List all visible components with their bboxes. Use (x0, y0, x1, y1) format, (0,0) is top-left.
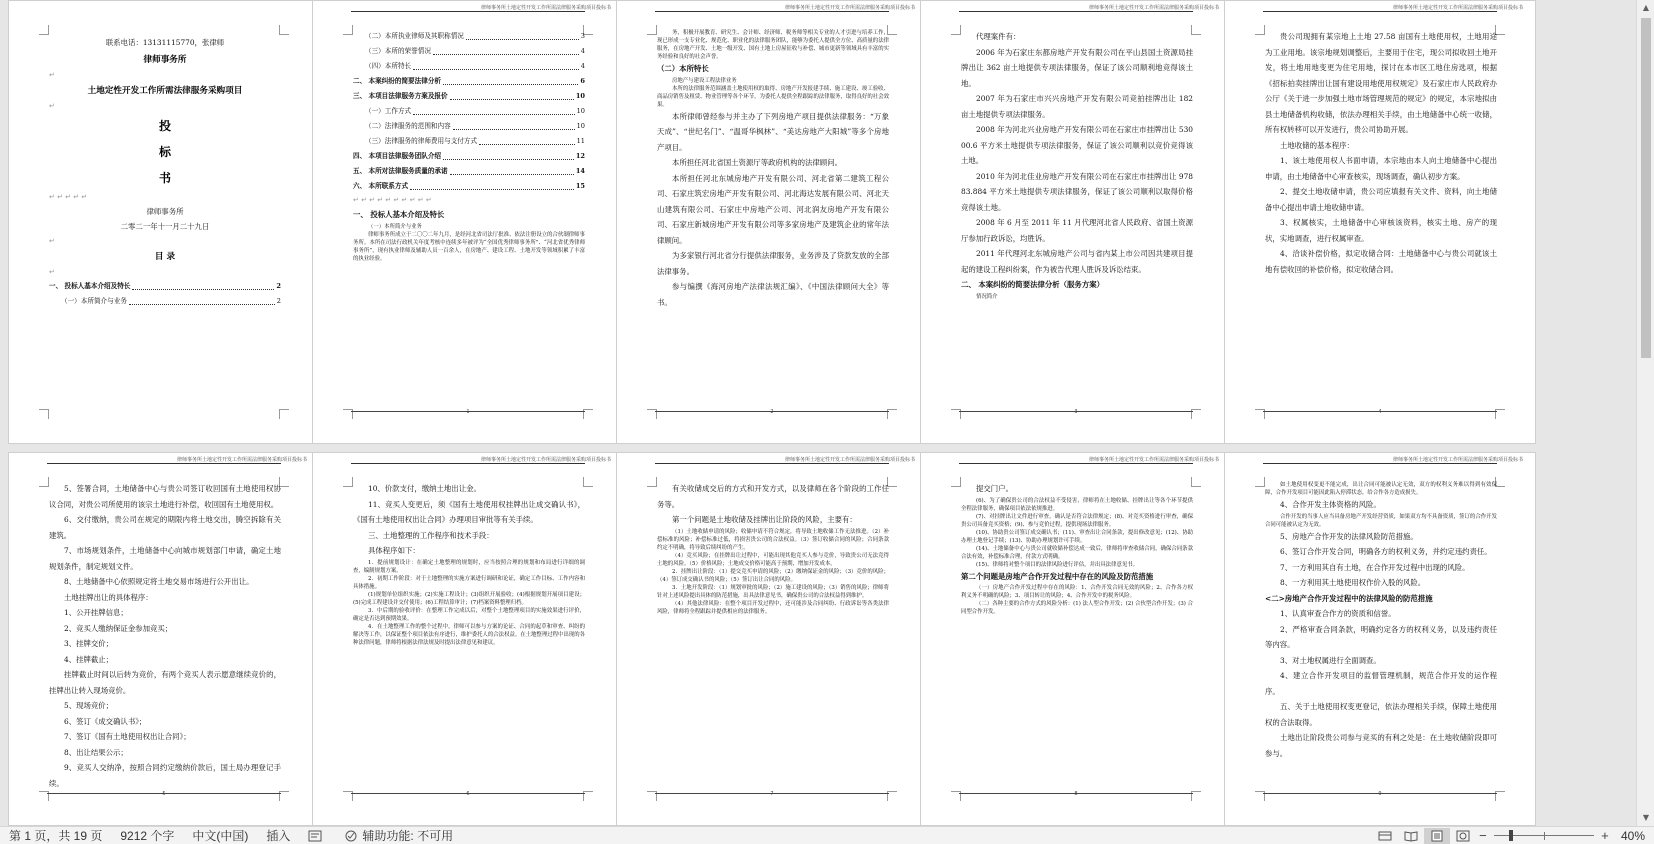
paragraph-mark: ↵ (49, 236, 55, 245)
page-body[interactable] (961, 29, 1193, 409)
toc-page-number: 2 (276, 281, 281, 290)
macro-record-button[interactable] (299, 827, 335, 844)
toc-entry-label: （三）本所的荣誉情况 (365, 47, 431, 55)
cover-heading: 土地定性开发工作所需法律服务采购项目 (87, 85, 243, 96)
page-body[interactable] (353, 29, 585, 409)
toc-entry-label: （二）法律服务的范围和内容 (365, 122, 451, 130)
section-heading: （二）本所特长 (657, 64, 709, 73)
toc-leader-dots (129, 304, 275, 305)
toc-leader-dots (413, 69, 579, 70)
toc-page-number: 11 (576, 137, 585, 145)
cover-title-char: 书 (158, 170, 171, 185)
print-layout-button[interactable] (1424, 828, 1450, 844)
paragraph-mark: ↵ (49, 267, 55, 276)
zoom-out-button[interactable]: − (1479, 828, 1487, 843)
toc-leader-dots (450, 174, 574, 175)
toc-leader-dots (453, 129, 575, 130)
scroll-up-arrow-icon[interactable]: ▲ (1642, 3, 1650, 12)
toc-page-number: 12 (575, 152, 585, 160)
toc-page-number: 15 (575, 182, 585, 190)
body-paragraph: 贵公司现拥有某宗地上土地 27.58 亩国有土地使用权，土地用途为工业用地。该宗地规划调整后，主要用于住宅，现公司拟收回土地开发，将土地用地变更为住宅用地，探讨在本市区工地住房选项，根据《招标拍卖挂牌出让国有建设用地使用权规定》及石家庄市人民政府办公厅《关于进一步加强土地市场管理规范的规定》的规定，本宗地拟由县土地储备机构收储，依法办理相关手续，由土地储备中心统一收储，所有权转移可以开发进行，贵公司协助开展。 (1265, 32, 1497, 134)
header-rule (47, 463, 281, 464)
document-page[interactable] (312, 452, 624, 826)
margin-corner-mark (343, 477, 353, 487)
body-paragraph: 9、竞买人交纳净，按照合同约定缴纳价款后，国土局办理登记手续。 (49, 763, 281, 788)
insert-mode[interactable]: 插入 (266, 829, 291, 843)
body-paragraph: 2008 年 6 月至 2011 年 11 月代理河北省人民政府、省国土资源厅参加行政诉讼，均胜诉。 (961, 218, 1193, 243)
toc-page-number: 2 (276, 296, 281, 305)
document-page[interactable] (920, 0, 1232, 444)
page-number: — 6 — (459, 791, 477, 797)
page-header-text: 律师事务所土地定性开发工作所需法律服务采购项目投标书 (480, 5, 611, 11)
page-body[interactable] (961, 481, 1193, 791)
body-paragraph: 为多家银行河北省分行提供法律服务，业务涉及了贷款发放的全部法律事务。 (657, 251, 889, 276)
margin-corner-mark (343, 25, 353, 35)
body-paragraph: 本所律师曾经参与并主办了下列房地产项目提供法律服务：“万象天成”、“世纪名门”、“温哥华枫林”、“美达房地产大阳城”等多个房地产项目。 (657, 111, 889, 152)
read-mode-button[interactable] (1398, 828, 1424, 844)
toc-leader-dots (413, 114, 574, 115)
page-body[interactable] (1265, 29, 1497, 409)
body-paragraph: 4、合作开发主体资格的风险。 (1280, 500, 1381, 509)
scroll-down-arrow-icon[interactable]: ▼ (1642, 813, 1650, 822)
body-paragraph: 2、严格审查合同条款，明确约定各方的权利义务，以及违约责任等内容。 (1265, 624, 1497, 649)
toc-entry[interactable] (353, 134, 585, 149)
zoom-slider[interactable] (1494, 827, 1594, 844)
toc-leader-dots (479, 144, 575, 145)
small-paragraph: （二）各种主要的合作方式的风险分析：(1) 法人型合作开发；(2) 合伙型合作开发；(3) 合同型合作开发。 (961, 601, 1193, 615)
page-number: — 2 — (763, 409, 781, 415)
margin-corner-mark (951, 25, 961, 35)
small-paragraph: (14)、土地储备中心与贵公司就收储补偿达成一致后，律师将审查收储合同，确保合同条款合法有效，补偿标准合理，付款方式明确。 (961, 545, 1193, 560)
toc-page-number: 10 (575, 92, 585, 100)
body-paragraph: 土地挂牌出让的具体程序： (64, 592, 153, 602)
toc-leader-dots (433, 54, 579, 55)
header-rule (959, 463, 1193, 464)
header-rule (351, 11, 585, 12)
body-paragraph: 本所担任河北省国土资源厅等政府机构的法律顾问。 (672, 158, 842, 167)
body-paragraph: 4、洽谈补偿价格，拟定收储合同：土地储备中心与贵公司就该土地有偿收回的补偿价格，拟定收储合同。 (1265, 249, 1497, 274)
toc-leader-dots (450, 99, 574, 100)
page-header-text: 律师事务所土地定性开发工作所需法律服务采购项目投标书 (1392, 457, 1523, 463)
page-number: — 9 — (1371, 791, 1389, 797)
header-rule (959, 11, 1193, 12)
small-paragraph: （4）竞买风险；在挂牌出让过程中，可能出现其他竞买人参与竞价，导致贵公司无法竞得土地的风险。（5）价格风险；土地成交价格可能高于预期，增加开发成本。 (657, 552, 889, 567)
cover-title-char: 投 (158, 118, 171, 133)
small-paragraph: (10)、协助贵公司签订成交确认书；(11)、审查出让合同条款，提出修改意见；(12)、协助办理土地登记手续；(13)、协助办理规划许可手续。 (961, 529, 1193, 544)
body-paragraph: 3、权属核实，土地储备中心审核该资料，核实土地、房产的现状，实地调查，进行权属审查。 (1265, 218, 1497, 243)
centered-line: 二零二一年十一月二十九日 (120, 222, 210, 231)
body-paragraph: 5、现场竞价； (64, 701, 114, 710)
body-paragraph: 7、市场规划条件，土地储备中心向城市规划部门申请，确定土地规划条件，制定规划文件。 (49, 546, 281, 571)
header-rule (1263, 463, 1497, 464)
body-paragraph: 3、对土地权属进行全面调查。 (1280, 655, 1381, 665)
accessibility-button[interactable] (335, 827, 462, 844)
body-paragraph: 8、土地储备中心依照规定将土地交易市场进行公开出让。 (64, 577, 254, 586)
body-paragraph: 6、签订合作开发合同，明确各方的权利义务，并约定违约责任。 (1280, 547, 1492, 556)
body-paragraph: 3、挂牌交价； (64, 639, 114, 648)
body-paragraph: 本所担任河北东城房地产开发有限公司、河北省第二建筑工程公司、石家庄筑宏房地产开发有限公司、河北海达发展有限公司、河北天山建筑有限公司、石家庄中房地产公司、河北润友房地产开发有限公司、石家庄新城房地产开发有限公司等多家房地产及建筑企业的常年法律顾问。 (657, 173, 889, 245)
margin-corner-mark (1255, 477, 1265, 487)
toc-leader-dots (443, 159, 574, 160)
toc-entry-label: （二）本所执业律师及其职称情况 (365, 32, 464, 40)
paragraph-mark: ↵ (49, 101, 55, 110)
toc-page-number: 4 (580, 62, 585, 70)
section-heading: <二>房地产合作开发过程中的法律风险的防范措施 (1265, 593, 1433, 603)
zoom-knob[interactable] (1509, 830, 1513, 841)
body-paragraph: 2011 年代理河北东城房地产公司与省内某上市公司因共建项目提起的建设工程纠纷案，作为被告代理人胜诉及诉讼结束。 (961, 249, 1193, 274)
toc-entry[interactable] (49, 294, 281, 309)
page-number: — 3 — (1067, 409, 1085, 415)
body-paragraph: 5、签署合同，土地储备中心与贵公司签订收回国有土地使用权协议合同，对贵公司所使用的该宗土地进行补偿，收回国有土地使用权。 (49, 484, 281, 509)
word-count[interactable]: 9212 个字 (120, 829, 175, 843)
body-paragraph: 土地收储的基本程序： (1280, 140, 1354, 150)
web-layout-button[interactable] (1450, 828, 1476, 844)
body-paragraph: 6、签订《成交确认书》； (64, 716, 147, 726)
header-rule (351, 463, 585, 464)
body-paragraph: 4、挂牌截止； (64, 654, 114, 664)
small-paragraph: (1)规划单位组织实施；(2)实施工程设计；(3)组织开展验收；(4)根据规划开展项目建设；(5)完成工程建设并交付使用；(6)工程结算审计；(7)档案资料整理归档。 (353, 591, 585, 606)
toc-entry-label: 二、 本案纠纷的简要法律分析 (353, 77, 442, 85)
body-paragraph: 五、关于土地使用权变更登记，依法办理相关手续，保障土地使用权的合法取得。 (1265, 702, 1497, 727)
vertical-scrollbar[interactable] (1636, 0, 1654, 826)
page-header-text: 律师事务所土地定性开发工作所需法律服务采购项目投标书 (784, 5, 915, 11)
paragraph-mark: ↵ ↵ ↵ ↵ ↵ (49, 192, 88, 201)
toc-entry[interactable] (353, 149, 585, 164)
body-paragraph: 2008 年为河北兴业房地产开发有限公司在石家庄市挂牌出让 53000.6 平方米土地提供专项法律服务，保证了该公司顺利以竞价竞得该土地。 (961, 125, 1193, 165)
body-paragraph: 挂牌截止时间以后转为竞价，有两个竞买人表示愿意继续竞价的，挂牌出让转入现场竞价。 (49, 670, 281, 695)
small-paragraph: 3．中后期的验收评价：在整理工作完成以后，对整个土地整理项目的实施效果进行评价，确定是否达到预期效果。 (353, 607, 585, 622)
margin-corner-mark (951, 477, 961, 487)
body-paragraph: 7、签订《国有土地使用权出让合同》； (64, 732, 191, 741)
toc-leader-dots (443, 84, 578, 85)
body-paragraph: 7、一方利用其自有土地，在合作开发过程中出现的风险。 (1280, 562, 1470, 572)
zoom-100-marker (1544, 832, 1545, 840)
toc-entry[interactable] (353, 89, 585, 104)
body-paragraph: 有关收储成交后的方式和开发方式，以及律师在各个阶段的工作任务等。 (657, 484, 889, 509)
toc-entry-label: 三、 本项目法律服务方案及报价 (353, 92, 448, 100)
document-page[interactable] (8, 452, 320, 826)
body-paragraph: 2006 年为石家庄东都房地产开发有限公司在平山县国土资源局挂牌出让 362 亩土地提供专项法律服务，保证了该公司顺利地竞得该土地。 (961, 47, 1193, 88)
margin-corner-mark (647, 25, 657, 35)
body-paragraph: 三、土地整理的工作程序和技术手段： (368, 530, 494, 540)
small-paragraph: 务，积极开展教育、研究生、会计师、经济师、税务师等相关专业的人才引进与培养工作，现已形成一支专业化、规范化、职业化的法律服务团队，能够为委托人提供全方位、高质量的法律服务，在房地产开发、土地一级开发、国有土地上房屋征收与补偿、城市更新等领域具有丰富的实务经验和良好的社会声誉。 (657, 30, 889, 60)
small-paragraph: （1）土地收储申请的风险；收储申请不符合规定，将导致土地收储工作无法推进。（2）补偿标准的风险；补偿标准过低，将损害贵公司的合法权益。（3）签订收储合同的风险；合同条款约定不明确，将导致后续纠纷的产生。 (657, 528, 889, 551)
page-header-text: 律师事务所土地定性开发工作所需法律服务采购项目投标书 (1392, 5, 1523, 11)
body-paragraph: 11、竞买人变更后，须《国有土地使用权挂牌出让成交确认书》，《国有土地使用权出让合同》办理项目审批等有关手续。 (353, 499, 585, 524)
toc-entry[interactable] (353, 44, 585, 59)
page-body[interactable] (657, 29, 889, 409)
toc-entry-label: （三）法律服务的律师费用与支付方式 (365, 137, 478, 145)
toc-entry-label: （一）工作方式 (365, 107, 412, 115)
page-number: — 1 — (459, 409, 477, 415)
document-page[interactable] (616, 452, 928, 826)
small-paragraph: 1．提前规划设计：在确定土地整理的规划时，应当按照合理的规划和布局进行详细的调查，编制规划方案。 (353, 559, 585, 574)
header-rule (655, 463, 889, 464)
margin-corner-mark (1255, 25, 1265, 35)
toc-entry[interactable] (49, 279, 281, 294)
margin-corner-mark (279, 25, 289, 35)
page-header-text: 律师事务所土地定性开发工作所需法律服务采购项目投标书 (784, 457, 915, 463)
macro-icon (308, 830, 322, 842)
toc-entry[interactable] (353, 104, 585, 119)
section-heading: 一、 投标人基本介绍及特长 (353, 210, 445, 219)
paragraph-mark: ↵ (49, 70, 55, 79)
web-layout-icon (1456, 830, 1470, 842)
document-page[interactable] (920, 452, 1232, 826)
toc-entry-label: （一）本所简介与业务 (61, 296, 127, 305)
toc-page-number: 3 (580, 32, 585, 40)
document-page[interactable] (8, 0, 320, 444)
page-header-text: 律师事务所土地定性开发工作所需法律服务采购项目投标书 (1088, 457, 1219, 463)
toc-leader-dots (410, 189, 574, 190)
body-paragraph: 4、建立合作开发项目的监督管理机制，规范合作开发的运作程序。 (1265, 671, 1497, 696)
page-number: — 5 — (155, 791, 173, 797)
document-page[interactable] (616, 0, 928, 444)
small-paragraph: 3．土地开发阶段：（1）规划审批的风险；（2）施工建设的风险；（3）销售的风险；律师将针对上述风险提出具体的防范措施，出具法律意见书，确保贵公司的合法权益得到维护。 (657, 584, 889, 599)
toc-leader-dots (132, 289, 274, 290)
header-rule (1263, 11, 1497, 12)
page-count[interactable]: 第 1 页，共 19 页 (9, 829, 103, 843)
toc-leader-dots (466, 39, 579, 40)
page-body[interactable] (657, 481, 889, 791)
document-page[interactable] (1224, 452, 1536, 826)
margin-corner-mark (39, 477, 49, 487)
zoom-in-button[interactable]: + (1601, 828, 1609, 843)
small-paragraph: 2．初期工作阶段：对于土地整理的实施方案进行调研和论证，确定工作目标、工作内容和具体措施。 (353, 575, 585, 590)
body-paragraph: 2、提交土地收储申请，贵公司应填报有关文件、资料，向土地储备中心提出申请土地收储申请。 (1265, 187, 1497, 212)
section-heading: 第二个问题是房地产合作开发过程中存在的风险及防范措施 (961, 571, 1154, 581)
toc-entry-label: 五、 本所对法律服务质量的承诺 (353, 167, 448, 175)
toc-entry-label: （四）本所特长 (365, 62, 412, 70)
body-paragraph: 6、交付缴纳，贵公司在规定的期限内将土地交出，腾空拆除有关建筑。 (49, 515, 281, 540)
body-paragraph: 参与编撰《海河房地产法律法规汇编》、《中国法律顾问大全》等书。 (657, 282, 889, 307)
cover-heading: 律师事务所 (143, 54, 187, 65)
toc-page-number: 6 (580, 77, 585, 85)
page-number: — 7 — (763, 791, 781, 797)
page-header-text: 律师事务所土地定性开发工作所需法律服务采购项目投标书 (1088, 5, 1219, 11)
toc-entry[interactable] (353, 119, 585, 134)
body-paragraph: 8、出让结果公示； (64, 747, 128, 757)
body-paragraph: 1、公开挂牌信息； (64, 608, 128, 617)
paragraph-mark: ↵ ↵ ↵ ↵ ↵ ↵ ↵ ↵ ↵ ↵ (353, 196, 432, 204)
small-paragraph: (6)、为了确保贵公司的合法权益不受侵害，律师将在土地收储、挂牌出让等各个环节提供全程法律服务，确保项目依法依规推进。 (961, 497, 1193, 512)
focus-mode-icon (1378, 830, 1392, 842)
toc-entry[interactable] (353, 179, 585, 194)
small-paragraph: 4．在土地整理工作的整个过程中，律师可以参与方案的论证、合同的起草和审查、纠纷的解决等工作，以保证整个项目依法有序进行，维护委托人的合法权益。在土地整理过程中出现的各种法律问题，律师将根据法律法规及时提出法律意见和建议。 (353, 623, 585, 646)
page-body[interactable] (49, 35, 281, 409)
toc-entry[interactable] (353, 164, 585, 179)
document-page[interactable] (312, 0, 624, 444)
margin-corner-mark (39, 409, 49, 419)
margin-corner-mark (279, 409, 289, 419)
scroll-thumb[interactable] (1641, 18, 1651, 358)
toc-page-number: 10 (576, 107, 585, 115)
read-mode-icon (1404, 830, 1418, 842)
body-paragraph: 2、竞买人缴纳保证金参加竞买； (64, 623, 173, 633)
small-paragraph: (15)、律师将对整个项目的法律风险进行评估，并出具法律意见书。 (976, 561, 1139, 568)
body-paragraph: 土地出让阶段贵公司参与竞买的有利之处是：在土地收储阶段即可参与。 (1265, 733, 1497, 758)
page-body[interactable] (353, 481, 585, 791)
margin-corner-mark (39, 25, 49, 35)
body-paragraph: 8、一方利用其土地使用权作价入股的风险。 (1280, 578, 1426, 587)
toc-entry-label: 一、 投标人基本介绍及特长 (49, 281, 131, 290)
small-paragraph: 情况简介 (976, 293, 998, 300)
body-paragraph: 2007 年为石家庄市兴兴房地产开发有限公司竞拍挂牌出让 182 亩土地提供专项法律服务。 (961, 94, 1193, 119)
toc-entry-label: 六、 本所联系方式 (353, 182, 409, 190)
body-paragraph: 第一个问题是土地收储及挂牌出让阶段的风险，主要有： (672, 515, 857, 524)
toc-entry-label: 四、 本项目法律服务团队介绍 (353, 152, 442, 160)
body-paragraph: 10、价款支付，缴纳土地出让金。 (368, 484, 481, 493)
accessibility-icon (344, 830, 358, 842)
section-heading: 二、 本案纠纷的简要法律分析（服务方案） (961, 280, 1104, 289)
small-paragraph: (7)、对挂牌出让文件进行审查，确认是否符合法律规定；(8)、对竞买资格进行审查，确保贵公司具备竞买资格；(9)、参与竞价过程，提供现场法律服务。 (961, 513, 1193, 528)
body-paragraph: 2010 年为河北佳业房地产开发有限公司在石家庄市挂牌出让 97883.884 平方米土地提供专项法律服务，保证了该公司顺利以取得价格竞得该土地。 (961, 171, 1193, 212)
body-paragraph: 5、房地产合作开发的法律风险防范措施。 (1280, 531, 1418, 541)
toc-entry[interactable] (353, 59, 585, 74)
toc-page-number: 10 (576, 122, 585, 130)
page-number: — 4 — (1371, 409, 1389, 415)
small-paragraph: （一）本所简介与业务 (368, 223, 422, 230)
toc-page-number: 4 (580, 47, 585, 55)
document-page[interactable] (1224, 0, 1536, 444)
body-paragraph: 具体程序如下： (368, 546, 420, 555)
body-paragraph: 提交门户。 (976, 484, 1013, 493)
body-paragraph: 1、该土地使用权人书面申请，本宗地由本人向土地储备中心提出申请，由土地储备中心审查核实，现场调查，确认初步方案。 (1265, 156, 1497, 181)
header-rule (655, 11, 889, 12)
page-body[interactable] (1265, 481, 1497, 791)
page-number: — 8 — (1067, 791, 1085, 797)
margin-corner-mark (647, 477, 657, 487)
page-header-text: 律师事务所土地定性开发工作所需法律服务采购项目投标书 (480, 457, 611, 463)
small-paragraph: 房地产与建设工程法律业务 (672, 77, 737, 84)
centered-line: 律师事务所 (146, 206, 184, 216)
cover-title-char: 标 (158, 144, 171, 159)
print-layout-icon (1430, 830, 1444, 842)
accessibility-label: 辅助功能: 不可用 (362, 829, 454, 843)
cover-heading: 目 录 (154, 251, 176, 262)
small-paragraph: 2．挂牌出让阶段：（1）提交竞买申请的风险；（2）缴纳保证金的风险；（3）竞价的风险；（4）签订成交确认书的风险；（5）签订出让合同的风险。 (657, 568, 889, 583)
small-paragraph: （4）其他法律风险：在整个项目开发过程中，还可能涉及合同纠纷、行政诉讼等各类法律风险，律师将全程跟踪并提供相应的法律服务。 (657, 600, 889, 615)
small-paragraph: 合作开发的当事人应当具备房地产开发经营资质，如果双方均不具备资质，签订的合作开发合同可能被认定为无效。 (1265, 513, 1497, 528)
small-paragraph: 律师事务所成立于二〇〇二年九月，是经河北省司法厅批准、依法注册设立的合伙制律师事务所。本所在司法行政机关年度考核中连续多年被评为“全国优秀律师事务所”、“河北省优秀律师事务所”，现有执业律师及辅助人员一百余人，在房地产、建设工程、土地开发等领域积累了丰富的执业经验。 (353, 231, 585, 262)
centered-line: 联系电话：13131115770，张律师 (105, 38, 225, 47)
page-header-text: 律师事务所土地定性开发工作所需法律服务采购项目投标书 (176, 457, 307, 463)
toc-entry[interactable] (353, 74, 585, 89)
language-indicator[interactable]: 中文(中国) (192, 829, 249, 843)
small-paragraph: 本所的法律服务范围涵盖土地使用权的取得、房地产开发报建手续、施工建设、竣工验收、商品房销售及租赁、物业管理等各个环节，为委托人提供全程跟踪的法律服务，取得良好的社会效果。 (657, 85, 889, 108)
body-paragraph: 代理案件有： (976, 32, 1021, 41)
status-bar (0, 826, 1654, 844)
zoom-level[interactable]: 40% (1620, 828, 1645, 843)
toc-entry[interactable] (353, 29, 585, 44)
body-paragraph: 1、认真审查合作方的资质和信誉。 (1280, 609, 1396, 618)
small-paragraph: （一）房地产合作开发过程中存在的风险：1、合作开发合同无效的风险；2、合作各方权利义务不明确的风险；3、项目转让的风险；4、合作开发中的税务风险。 (961, 585, 1193, 599)
page-body[interactable] (49, 481, 281, 791)
small-paragraph: 如土地使用权变更不能完成，出让合同可能被认定无效，双方的权利义务难以得到有效保障，合作开发项目可能因此陷入停滞状态，给合作各方造成损失。 (1265, 482, 1497, 496)
focus-view-button[interactable] (1372, 828, 1398, 844)
toc-page-number: 14 (575, 167, 585, 175)
